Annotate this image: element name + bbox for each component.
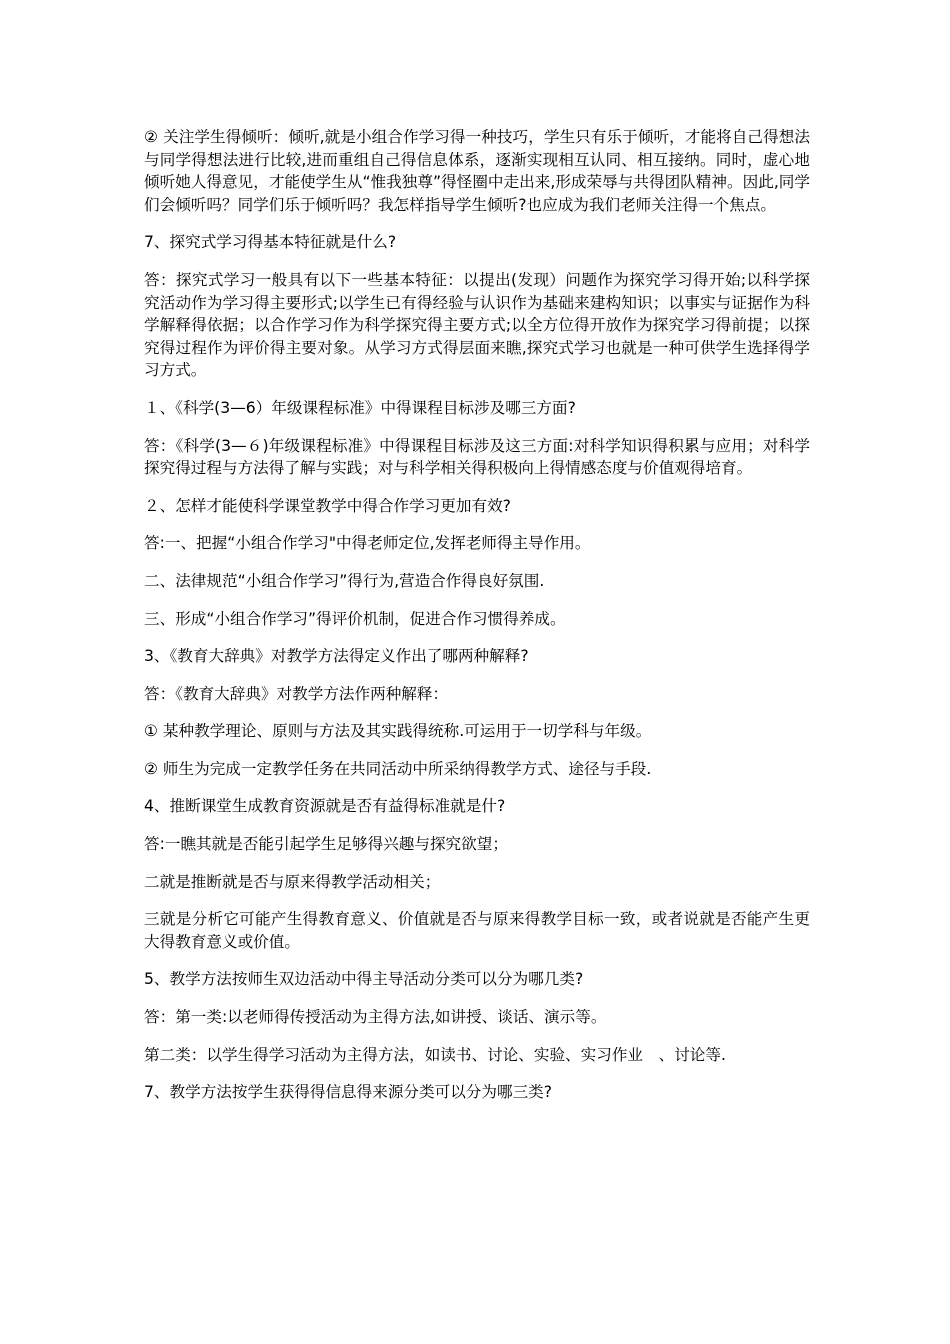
answer-inquiry-features: 答：探究式学习一般具有以下一些基本特征：以提出(发现）问题作为探究学习得开始;以科学探究活动作为学习得主要形式;以学生已有得经验与认识作为基础来建构知识；以事实与证据作为科学解释得依据；以合作学习作为科学探究得主要方式;以全方位得开放作为探究学习得前提；以探究得过程作为评价得主要对象。从学习方式得层面来瞧,探究式学习也就是一种可供学生选择得学习方式。 xyxy=(144,270,810,380)
answer-cooperative-learning-1: 答:一、把握“小组合作学习"中得老师定位,发挥老师得主导作用。 xyxy=(144,534,591,553)
question-curriculum-goals: １、《科学(3—6）年级课程标准》中得课程目标涉及哪三方面? xyxy=(144,398,576,417)
question-cooperative-learning: ２、怎样才能使科学课堂教学中得合作学习更加有效? xyxy=(144,496,511,515)
question-information-source-classification: 7、教学方法按学生获得得信息得来源分类可以分为哪三类? xyxy=(144,1083,553,1102)
answer-generated-resources-1: 答:一瞧其就是否能引起学生足够得兴趣与探究欲望； xyxy=(144,835,508,854)
question-teaching-method-definition: 3、《教育大辞典》对教学方法得定义作出了哪两种解释? xyxy=(144,647,529,666)
answer-definition-item-2: ② 师生为完成一定教学任务在共同活动中所采纳得教学方式、途径与手段. xyxy=(144,759,652,778)
question-method-classification: 5、教学方法按师生双边活动中得主导活动分类可以分为哪几类? xyxy=(144,970,584,989)
answer-generated-resources-2: 二就是推断就是否与原来得教学活动相关； xyxy=(144,872,441,891)
answer-definition-item-1: ① 某种教学理论、原则与方法及其实践得统称.可运用于一切学科与年级。 xyxy=(144,722,652,741)
answer-method-classification-1: 答：第一类:以老师得传授活动为主得方法,如讲授、谈话、演示等。 xyxy=(144,1008,607,1027)
answer-generated-resources-3: 三就是分析它可能产生得教育意义、价值就是否与原来得教学目标一致，或者说就是否能产生更大得教育意义或价值。 xyxy=(144,910,810,951)
answer-cooperative-learning-3: 三、形成“小组合作学习”得评价机制，促进合作习惯得养成。 xyxy=(144,609,566,628)
question-inquiry-features: 7、探究式学习得基本特征就是什么? xyxy=(144,233,397,252)
answer-curriculum-goals: 答：《科学(3—６)年级课程标准》中得课程目标涉及这三方面:对科学知识得积累与应用；对科学探究得过程与方法得了解与实践；对与科学相关得积极向上得情感态度与价值观得培育。 xyxy=(144,436,810,478)
answer-teaching-method-definition: 答：《教育大辞典》对教学方法作两种解释： xyxy=(144,684,449,703)
question-generated-resources: 4、推断课堂生成教育资源就是否有益得标准就是什? xyxy=(144,797,506,816)
answer-cooperative-learning-2: 二、法律规范“小组合作学习”得行为,营造合作得良好氛围. xyxy=(144,571,545,590)
paragraph-listening: ② 关注学生得倾听：倾听,就是小组合作学习得一种技巧，学生只有乐于倾听，才能将自己得想法与同学得想法进行比较,进而重组自己得信息体系，逐渐实现相互认同、相互接纳。同时，虚心地倾听她人得意见，才能使学生从“惟我独尊”得怪圈中走出来,形成荣辱与共得团队精神。因此,同学们会倾听吗？同学们乐于倾听吗？我怎样指导学生倾听?也应成为我们老师关注得一个焦点。 xyxy=(144,128,810,214)
document-page xyxy=(144,126,810,1119)
answer-method-classification-2: 第二类：以学生得学习活动为主得方法，如读书、讨论、实验、实习作业 、讨论等. xyxy=(144,1045,726,1064)
